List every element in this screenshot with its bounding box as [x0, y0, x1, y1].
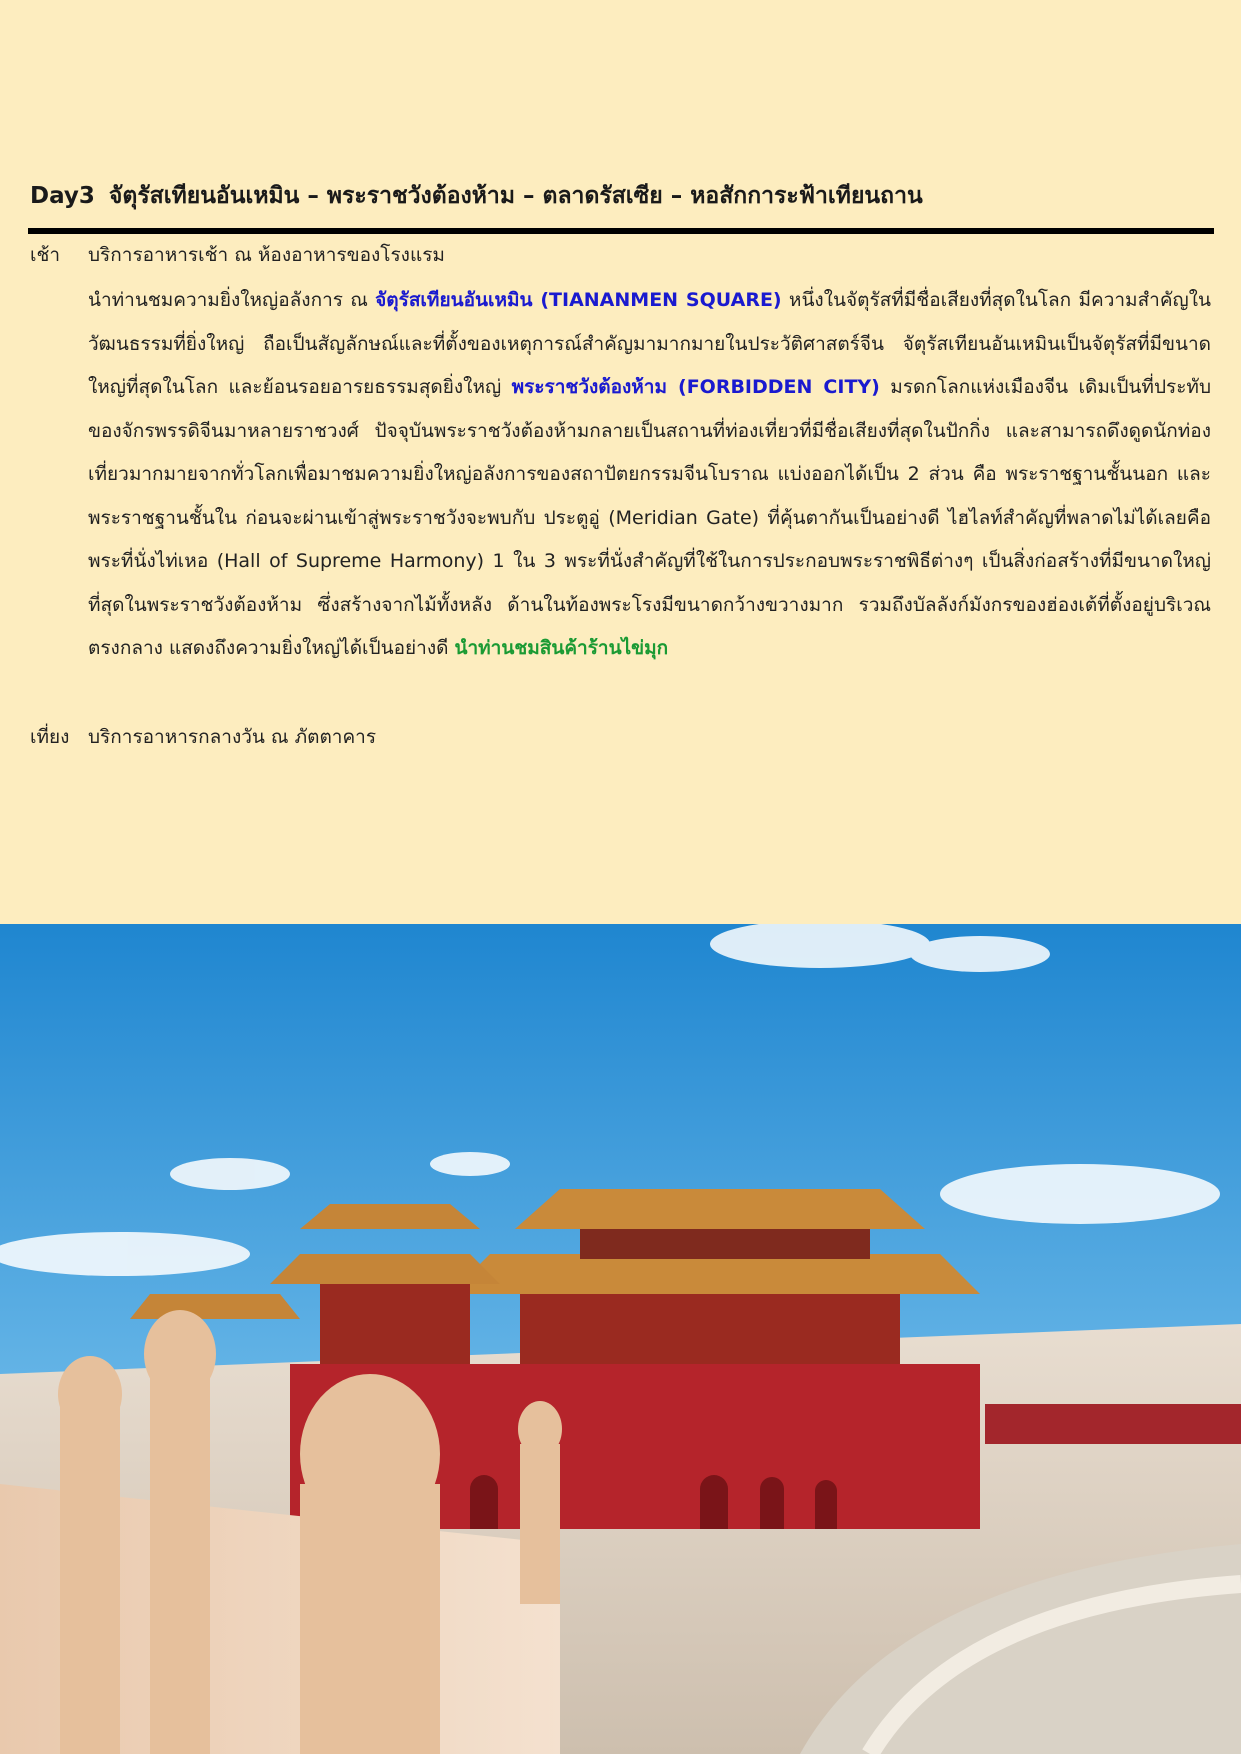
paragraph-forbidden-city: มรดกโลกแห่งเมืองจีน เดิมเป็นที่ประทับของจักรพรรดิจีนมาหลายราชวงศ์ ปัจจุบันพระราชวังต้องห้ามกลายเป็นสถานที่ท่องเที่ยวที่มีชื่อเสียงที่สุดในปักกิ่ง และสามารถดึงดูดนักท่องเที่ยวมากมายจากทั่วโลกเพื่อมาชมความยิ่งใหญ่อลังการของสถาปัตยกรรมจีนโบราณ แบ่งออกได้เป็น 2 ส่วน คือ พระราชฐานชั้นนอก และพระราชฐานชั้นใน ก่อนจะผ่านเข้าสู่พระราชวังจะพบกับ ประตูอู่ (Meridian Gate) ที่คุ้นตากันเป็นอย่างดี ไฮไลท์สำคัญที่พลาดไม่ได้เลยคือ พระที่นั่งไท่เหอ (Hall of Supreme Harmony) 1 ใน 3 พระที่นั่งสำคัญที่ใช้ในการประกอบพระราชพิธีต่างๆ เป็นสิ่งก่อสร้างที่มีขนาดใหญ่ที่สุดในพระราชวังต้องห้าม ซึ่งสร้างจากไม้ทั้งหลัง ด้านในท้องพระโรงมีขนาดกว้างขวางมาก รวมถึงบัลลังก์มังกรของฮ่องเต้ที่ตั้งอยู่บริเวณตรงกลาง แสดงถึงความยิ่งใหญ่ได้เป็นอย่างดี: [88, 376, 1212, 659]
forbidden-city-illustration: [0, 924, 1241, 1754]
side-wall: [985, 1404, 1241, 1444]
day-heading: [30, 178, 1220, 214]
day-number: Day3: [30, 183, 95, 209]
pearl-shop-highlight: นำท่านชมสินค้าร้านไข่มุก: [454, 637, 669, 659]
day-title: จัตุรัสเทียนอันเหมิน – พระราชวังต้องห้าม – ตลาดรัสเซีย – หอสักการะฟ้าเทียนถาน: [108, 183, 923, 209]
forbidden-city-highlight: พระราชวังต้องห้าม (FORBIDDEN CITY): [511, 376, 880, 398]
lunch-label: เที่ยง: [30, 726, 70, 748]
lunch-text: บริการอาหารกลางวัน ณ ภัตตาคาร: [88, 726, 377, 748]
forbidden-city-photo: [0, 924, 1241, 1754]
paragraph-intro: นำท่านชมความยิ่งใหญ่อลังการ ณ: [88, 289, 368, 311]
tiananmen-highlight: จัตุรัสเทียนอันเหมิน (TIANANMEN SQUARE): [375, 289, 782, 311]
morning-label: เช้า: [30, 244, 61, 266]
itinerary-paragraph: [88, 279, 1211, 671]
heading-divider: [28, 228, 1214, 234]
paragraph-tiananmen: หนึ่งในจัตุรัสที่มีชื่อเสียงที่สุดในโลก มีความสำคัญในวัฒนธรรมที่ยิ่งใหญ่ ถือเป็นสัญลักษณ์และที่ตั้งของเหตุการณ์สำคัญมามากมายในประวัติศาสตร์จีน จัตุรัสเทียนอันเหมินเป็นจัตุรัสที่มีขนาดใหญ่ที่สุดในโลก และย้อนรอยอารยธรรมสุดยิ่งใหญ่: [88, 289, 1211, 398]
breakfast-text: บริการอาหารเช้า ณ ห้องอาหารของโรงแรม: [88, 244, 445, 266]
